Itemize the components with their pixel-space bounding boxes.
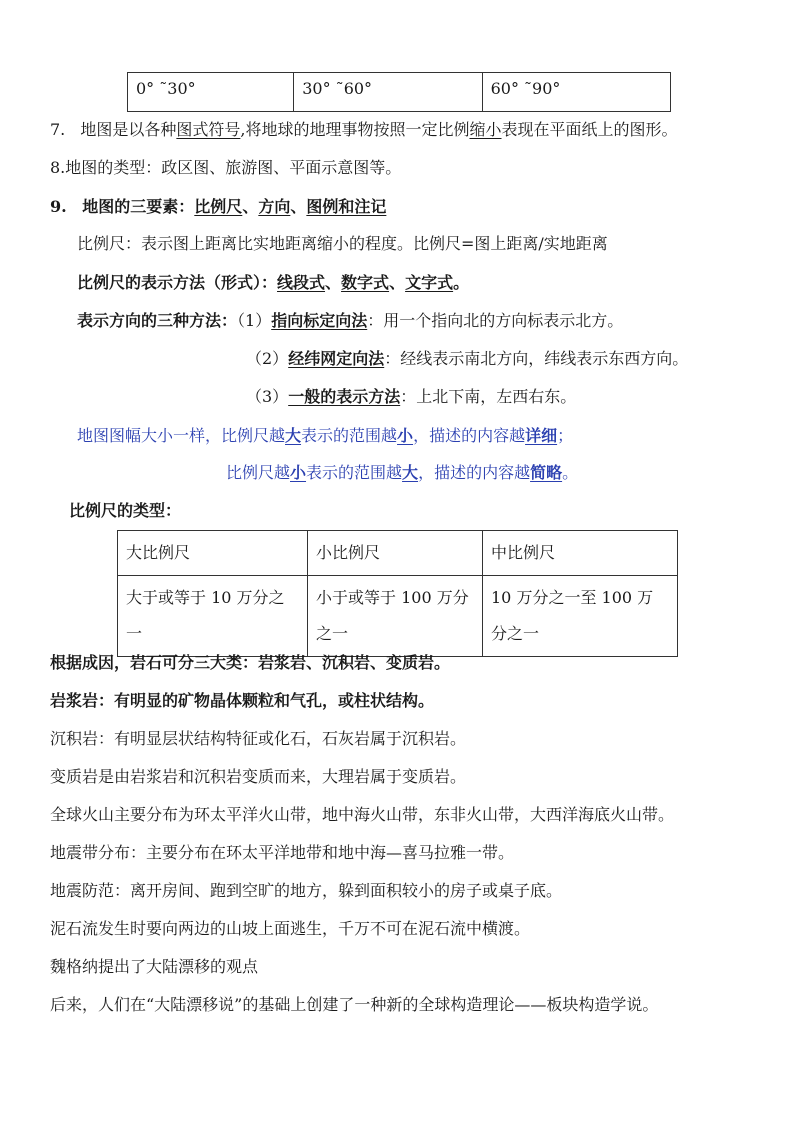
key-term: 小 bbox=[397, 426, 414, 445]
text: 地图是以各种 bbox=[80, 120, 177, 139]
table-row bbox=[118, 576, 678, 657]
text: ：用一个指向北的方向标表示北方。 bbox=[367, 311, 624, 330]
text: 、 bbox=[290, 197, 307, 216]
item-9 bbox=[50, 196, 386, 218]
text: 。 bbox=[562, 463, 579, 482]
scale-rule-small bbox=[226, 462, 578, 484]
table-cell: 大于或等于 10 万分之一 bbox=[118, 576, 308, 657]
metamorphic-rock: 变质岩是由岩浆岩和沉积岩变质而来，大理岩属于变质岩。 bbox=[50, 767, 467, 786]
sedimentary-rock: 沉积岩：有明显层状结构特征或化石，石灰岩属于沉积岩。 bbox=[50, 729, 467, 748]
key-term: 简略 bbox=[530, 463, 563, 482]
key-term: 图式符号 bbox=[176, 120, 241, 139]
text: 比例尺越 bbox=[226, 463, 291, 482]
text: （2） bbox=[246, 349, 289, 368]
table-cell: 10 万分之一至 100 万分之一 bbox=[483, 576, 678, 657]
table-cell: 小于或等于 100 万分之一 bbox=[308, 576, 483, 657]
text: ； bbox=[557, 426, 574, 445]
table-cell: 60° ˜90° bbox=[482, 73, 670, 112]
scale-forms bbox=[77, 272, 469, 294]
text: 、 bbox=[325, 273, 342, 292]
scale-rule-large bbox=[77, 425, 573, 447]
text: 表示的范围越 bbox=[306, 463, 403, 482]
earthquake-safety: 地震防范：离开房间、跑到空旷的地方，躲到面积较小的房子或桌子底。 bbox=[50, 881, 563, 900]
table-header-cell: 大比例尺 bbox=[118, 531, 308, 576]
text: 表示的范围越 bbox=[301, 426, 398, 445]
key-term: 比例尺 bbox=[194, 197, 243, 216]
text: （3） bbox=[246, 387, 289, 406]
key-term: 一般的表示方法 bbox=[288, 387, 401, 406]
scale-types-table bbox=[117, 530, 678, 657]
text: 表现在平面纸上的图形。 bbox=[501, 120, 678, 139]
key-term: 指向标定向法 bbox=[271, 311, 368, 330]
mudslide-safety: 泥石流发生时要向两边的山坡上面逃生，千万不可在泥石流中横渡。 bbox=[50, 919, 531, 938]
plate-tectonics: 后来，人们在“大陆漂移说”的基础上创建了一种新的全球构造理论——板块构造学说。 bbox=[50, 995, 659, 1014]
latitude-table bbox=[127, 72, 671, 112]
text: （1） bbox=[237, 311, 272, 330]
key-term: 缩小 bbox=[469, 120, 502, 139]
text: 、 bbox=[242, 197, 259, 216]
table-row bbox=[128, 73, 671, 112]
text: 表示方向的三种方法： bbox=[77, 311, 238, 330]
text: 地图图幅大小一样，比例尺越 bbox=[77, 426, 286, 445]
text: 比例尺：表示图上距离比实地距离缩小的程度。比例尺=图上距离/实地距离 bbox=[77, 234, 608, 253]
item-number: 9. bbox=[50, 197, 67, 216]
text: 地图的三要素： bbox=[82, 197, 195, 216]
key-term: 图例和注记 bbox=[306, 197, 387, 216]
rocks-intro: 根据成因，岩石可分三大类：岩浆岩、沉积岩、变质岩。 bbox=[50, 653, 451, 672]
text: ：经线表示南北方向，纬线表示东西方向。 bbox=[384, 349, 689, 368]
key-term: 详细 bbox=[525, 426, 558, 445]
scale-types-heading: 比例尺的类型： bbox=[69, 501, 182, 520]
key-term: 小 bbox=[290, 463, 307, 482]
key-term: 数字式 bbox=[341, 273, 390, 292]
table-cell: 0° ˜30° bbox=[128, 73, 294, 112]
direction-method-1 bbox=[77, 310, 623, 332]
text: 比例尺的表示方法（形式）： bbox=[77, 273, 278, 292]
item-number: 7. bbox=[50, 120, 66, 139]
table-header-cell: 小比例尺 bbox=[308, 531, 483, 576]
volcano-belts: 全球火山主要分布为环太平洋火山带，地中海火山带，东非火山带，大西洋海底火山带。 bbox=[50, 805, 675, 824]
key-term: 经纬网定向法 bbox=[288, 349, 385, 368]
text: ：上北下南，左西右东。 bbox=[400, 387, 577, 406]
text: 。 bbox=[453, 273, 470, 292]
wegener-drift: 魏格纳提出了大陆漂移的观点 bbox=[50, 957, 259, 976]
item-7 bbox=[50, 119, 678, 141]
key-term: 大 bbox=[285, 426, 302, 445]
text: ，描述的内容越 bbox=[418, 463, 531, 482]
direction-method-2 bbox=[246, 348, 688, 370]
igneous-rock: 岩浆岩：有明显的矿物晶体颗粒和气孔，或柱状结构。 bbox=[50, 691, 435, 710]
key-term: 文字式 bbox=[405, 273, 454, 292]
key-term: 线段式 bbox=[277, 273, 326, 292]
table-header-cell: 中比例尺 bbox=[483, 531, 678, 576]
key-term: 大 bbox=[402, 463, 419, 482]
table-header-row bbox=[118, 531, 678, 576]
direction-method-3 bbox=[246, 386, 576, 408]
earthquake-belts: 地震带分布：主要分布在环太平洋地带和地中海—喜马拉雅一带。 bbox=[50, 843, 515, 862]
item-8: 8.地图的类型：政区图、旅游图、平面示意图等。 bbox=[50, 158, 402, 177]
table-cell: 30° ˜60° bbox=[294, 73, 482, 112]
key-term: 方向 bbox=[258, 197, 291, 216]
scale-definition bbox=[77, 233, 608, 255]
text: ，描述的内容越 bbox=[413, 426, 526, 445]
text: ,将地球的地理事物按照一定比例 bbox=[240, 120, 470, 139]
text: 、 bbox=[389, 273, 406, 292]
